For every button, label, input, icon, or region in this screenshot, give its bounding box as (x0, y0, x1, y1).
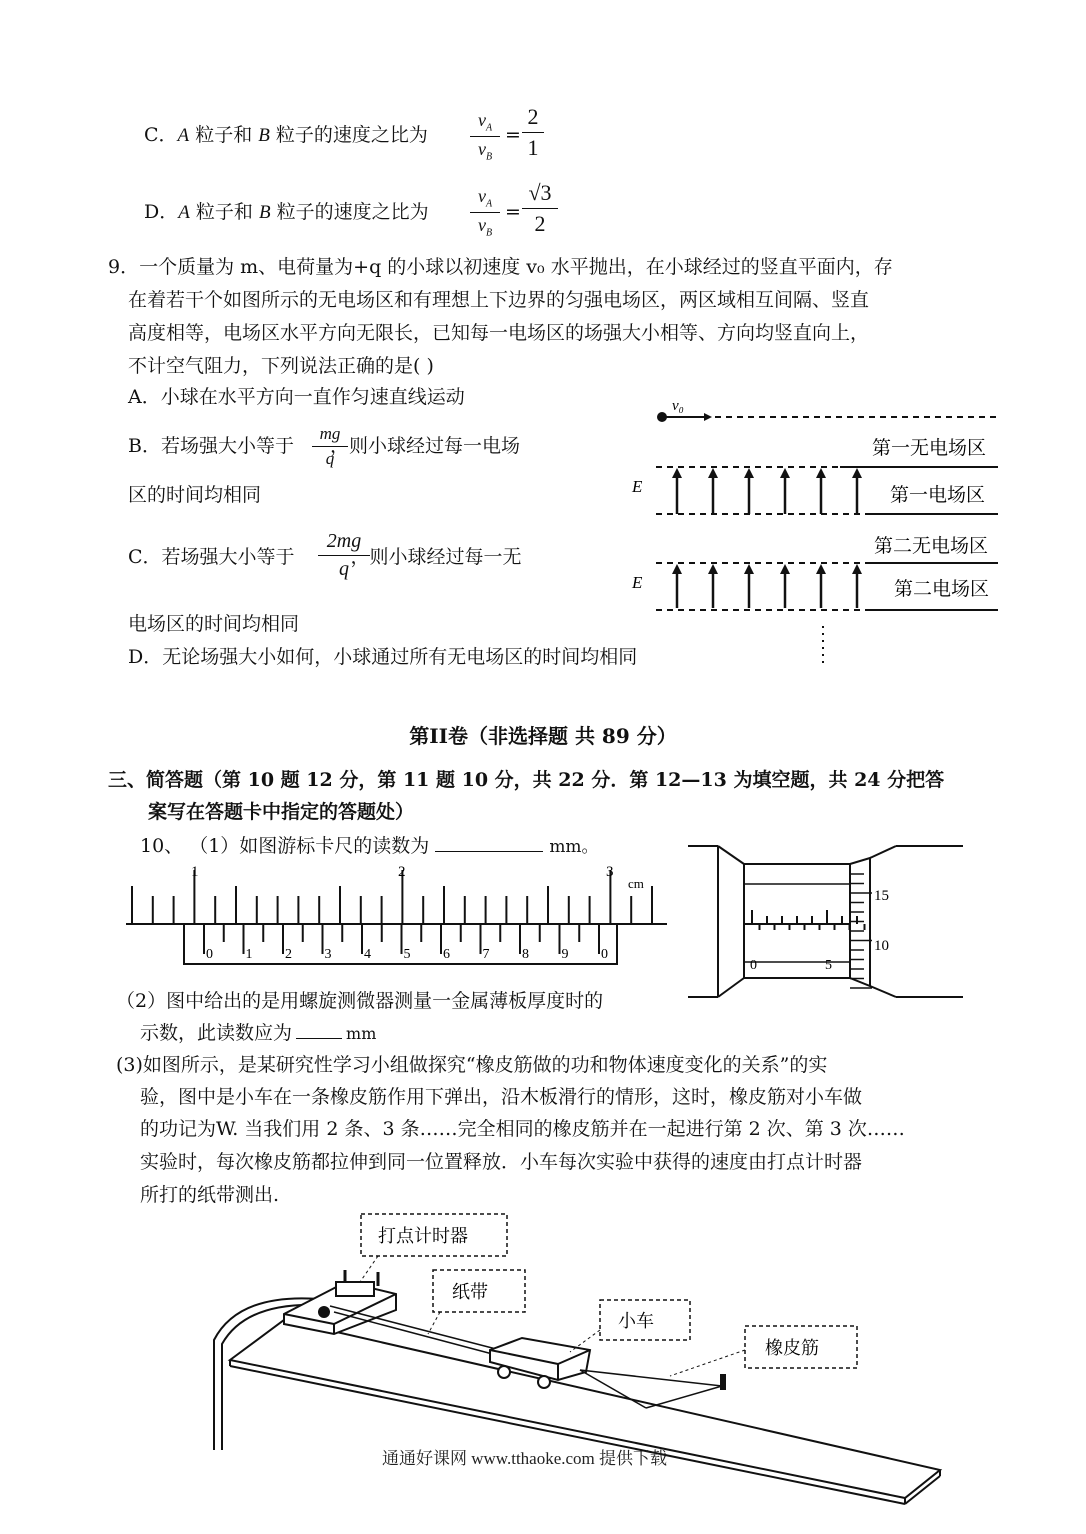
part2-title: 第II卷（非选择题 共 89 分） (409, 724, 677, 748)
q9c-fraction: 2mg q (318, 530, 370, 581)
q10-part2-line1: （2）图中给出的是用螺旋测微器测量一金属薄板厚度时的 (116, 990, 604, 1012)
vernier-label: 0 (206, 947, 213, 962)
timer-label: 打点计时器 (378, 1226, 468, 1246)
sleeve-label: 5 (825, 958, 832, 973)
answer-blank-2 (296, 1038, 342, 1039)
section3-line1: 三、简答题（第 10 题 12 分，第 11 题 10 分，共 22 分．第 12—13 为填空题，共 24 分把答 (108, 769, 945, 791)
rubber-band-apparatus-figure (200, 1210, 960, 1530)
cart-label: 小车 (618, 1311, 654, 1331)
band-label: 橡皮筋 (765, 1338, 819, 1358)
q10-part3-line3: 的功记为W. 当我们用 2 条、3 条……完全相同的橡皮筋并在一起进行第 2 次、第 3 次…… (140, 1118, 905, 1140)
q8d-ratio-fraction: $v_A$ $v_B$ (470, 186, 500, 238)
q10-part3-line4: 实验时，每次橡皮筋都拉伸到同一位置释放．小车每次实验中获得的速度由打点计时器 (140, 1151, 863, 1173)
field-zones-figure (620, 390, 1010, 670)
unit-label: cm (628, 876, 644, 891)
vernier-label: 0 (601, 947, 608, 962)
vernier-label: 1 (245, 947, 253, 962)
q9-option-c: C．若场强大小等于 ，则小球经过每一无 (128, 546, 522, 568)
q9-option-b: B．若场强大小等于 ，则小球经过每一电场 (128, 435, 520, 457)
zone1-label: 第一无电场区 (872, 438, 987, 459)
vernier-label: 4 (364, 947, 371, 962)
q9-option-d: D．无论场强大小如何，小球通过所有无电场区的时间均相同 (128, 646, 638, 668)
vernier-label: 7 (482, 947, 490, 962)
q8c-equals: = (505, 124, 521, 146)
thimble-label: 15 (874, 888, 889, 904)
q8-option-c: C．A 粒子和 B 粒子的速度之比为 (144, 124, 428, 146)
q8d-equals: = (505, 201, 521, 223)
field1-label: 第一电场区 (890, 485, 986, 506)
vernier-label: 6 (443, 947, 450, 962)
q10-part1: 10、 （1）如图游标卡尺的读数为 mm。 (140, 835, 599, 857)
field2-arrows (677, 568, 857, 608)
micrometer-figure (688, 840, 968, 1002)
main-scale-label: 2 (398, 864, 406, 880)
q9-option-a: A．小球在水平方向一直作匀速直线运动 (128, 386, 465, 408)
field1-E-label: E (632, 477, 643, 496)
main-scale-label: 1 (191, 864, 199, 880)
q10-part3-line5: 所打的纸带测出. (140, 1184, 280, 1206)
q10-part3-line2: 验，图中是小车在一条橡皮筋作用下弹出，沿木板滑行的情形，这时，橡皮筋对小车做 (140, 1086, 863, 1108)
q9-stem-line3: 高度相等，电场区水平方向无限长，已知每一电场区的场强大小相等、方向均竖直向上， (128, 322, 870, 344)
q9-stem-line1: 9．一个质量为 m、电荷量为+q 的小球以初速度 v₀ 水平抛出，在小球经过的竖直平面内，存 (108, 256, 893, 278)
watermark: 通通好课网 www.tthaoke.com 提供下载 (382, 1449, 668, 1468)
field2-E-label: E (632, 573, 643, 592)
vernier-caliper-figure (122, 862, 667, 972)
main-scale-label: 3 (606, 864, 614, 880)
vernier-label: 3 (324, 947, 332, 962)
q9-stem-line4: 不计空气阻力，下列说法正确的是( ) (128, 355, 434, 377)
q9-option-c-line2: 电场区的时间均相同 (128, 613, 300, 635)
section3-line2: 案写在答题卡中指定的答题处） (148, 801, 415, 823)
zone2-label: 第二无电场区 (874, 536, 989, 557)
q10-part3-line1: (3)如图所示，是某研究性学习小组做探究“橡皮筋做的功和物体速度变化的关系”的实 (116, 1054, 828, 1076)
vernier-label: 9 (561, 947, 569, 962)
vernier-label: 5 (403, 947, 411, 962)
q10-part2-line2: 示数，此读数应为 mm (140, 1022, 377, 1044)
rubber-band (580, 1370, 722, 1386)
tape-label: 纸带 (452, 1282, 488, 1302)
thimble-label: 10 (874, 938, 889, 954)
v0-label: v₀ (672, 398, 684, 414)
field1-arrows (677, 472, 857, 514)
q8-option-d: D．A 粒子和 B 粒子的速度之比为 (144, 201, 429, 223)
vernier-label: 2 (285, 947, 292, 962)
sleeve-label: 0 (750, 958, 757, 973)
q8d-value-fraction: √3 2 (522, 180, 558, 237)
q8c-value-fraction: 2 1 (522, 104, 544, 161)
answer-blank-1 (435, 851, 543, 852)
q9b-fraction: mg q (312, 424, 348, 469)
q9-stem-line2: 在着若干个如图所示的无电场区和有理想上下边界的匀强电场区，两区域相互间隔、竖直 (128, 289, 870, 311)
q8c-ratio-fraction: $v_A$ $v_B$ (470, 110, 500, 162)
q9-option-b-line2: 区的时间均相同 (128, 484, 262, 506)
field2-label: 第二电场区 (894, 579, 990, 600)
vernier-label: 8 (522, 947, 529, 962)
